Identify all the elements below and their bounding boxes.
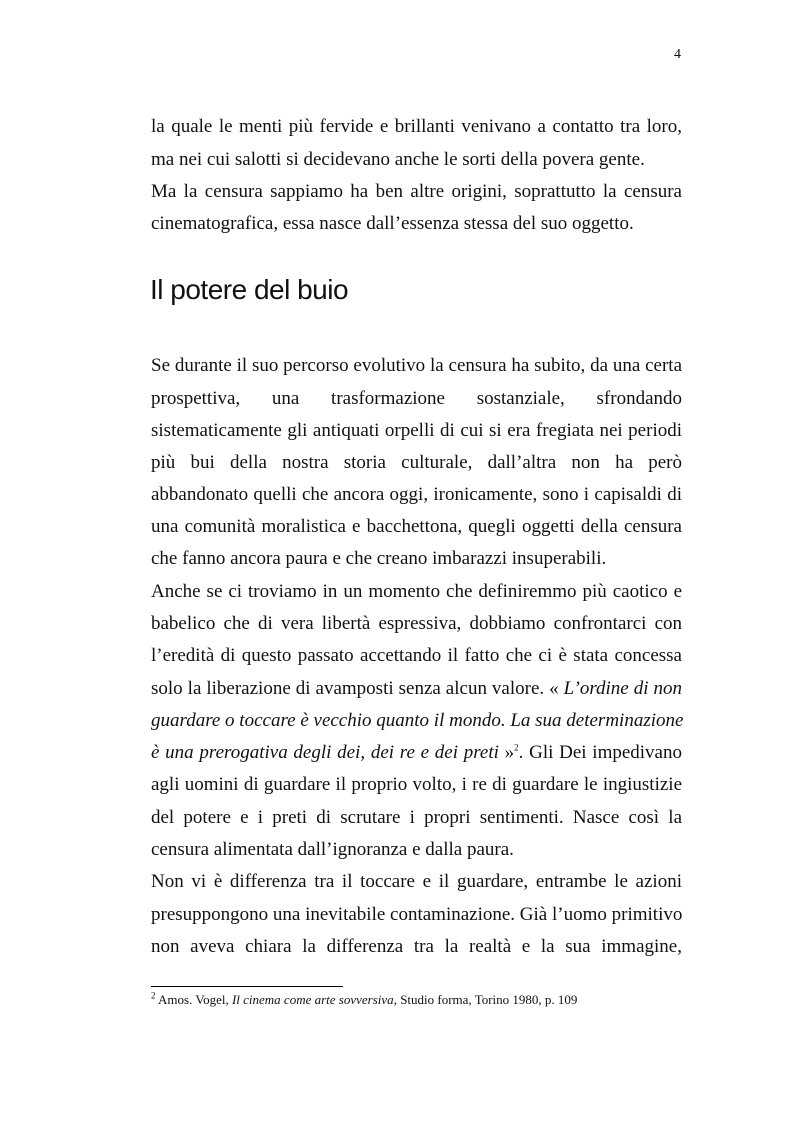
body-text-line: Anche se ci troviamo in un momento che definiremmo più caotico e [151, 581, 682, 602]
body-text-line: agli uomini di guardare il proprio volto, i re di guardare le ingiustizie [151, 774, 682, 795]
quotation-italic: è una prerogativa degli dei, dei re e dei preti [151, 742, 499, 763]
body-text-line [151, 678, 682, 700]
footnote-publication: , Studio forma, Torino 1980, p. 109 [393, 992, 578, 1007]
body-text-plain: . Gli Dei impedivano [518, 742, 682, 763]
body-text-line: prospettiva, una trasformazione sostanziale, sfrondando [151, 388, 682, 409]
footnote-number: 2 [151, 990, 156, 1001]
body-text-line: più bui della nostra storia culturale, dall’altra non ha però [151, 452, 682, 473]
body-text-line [151, 710, 682, 732]
body-text-line: presuppongono una inevitabile contaminazione. Già l’uomo primitivo [151, 904, 683, 925]
quote-close: » [498, 742, 515, 763]
footnote [151, 992, 577, 1008]
body-text-line: la quale le menti più fervide e brillanti venivano a contatto tra loro, [151, 116, 682, 137]
page-number: 4 [674, 47, 681, 62]
body-text-line: l’eredità di questo passato accettando il fatto che ci è stata concessa [151, 645, 682, 666]
section-heading: Il potere del buio [150, 274, 349, 305]
body-text-line: censura alimentata dall’ignoranza e dalla paura. [151, 839, 514, 860]
body-text-line: Ma la censura sappiamo ha ben altre origini, soprattutto la censura [151, 181, 682, 202]
body-text-line: cinematografica, essa nasce dall’essenza stessa del suo oggetto. [151, 213, 634, 234]
quotation-italic: L’ordine di non [563, 678, 682, 699]
quotation-italic: guardare o toccare è vecchio quanto il mondo. La sua determinazione [151, 710, 684, 731]
body-text-line: ma nei cui salotti si decidevano anche le sorti della povera gente. [151, 149, 645, 170]
footnote-author: Amos. Vogel, [155, 992, 232, 1007]
body-text-line: che fanno ancora paura e che creano imbarazzi insuperabili. [151, 548, 607, 569]
body-text-line: Se durante il suo percorso evolutivo la censura ha subito, da una certa [151, 355, 682, 376]
footnote-divider [151, 986, 343, 987]
footnote-reference[interactable]: 2 [514, 742, 519, 753]
body-text-line: abbandonato quelli che ancora oggi, ironicamente, sono i capisaldi di [151, 484, 682, 505]
footnote-title: Il cinema come arte sovversiva [231, 992, 394, 1007]
body-text-line [151, 742, 682, 764]
body-text-line: sistematicamente gli antiquati orpelli di cui si era fregiata nei periodi [151, 420, 682, 441]
body-text-line: una comunità moralistica e bacchettona, quegli oggetti della censura [151, 516, 682, 537]
body-text-plain: solo la liberazione di avamposti senza alcun valore. « [151, 678, 564, 699]
body-text-line: del potere e i preti di scrutare i propri sentimenti. Nasce così la [151, 807, 682, 828]
body-text-line: babelico che di vera libertà espressiva, dobbiamo confrontarci con [151, 613, 682, 634]
body-text-line: Non vi è differenza tra il toccare e il guardare, entrambe le azioni [151, 871, 682, 892]
body-text-line: non aveva chiara la differenza tra la realtà e la sua immagine, [151, 936, 682, 957]
